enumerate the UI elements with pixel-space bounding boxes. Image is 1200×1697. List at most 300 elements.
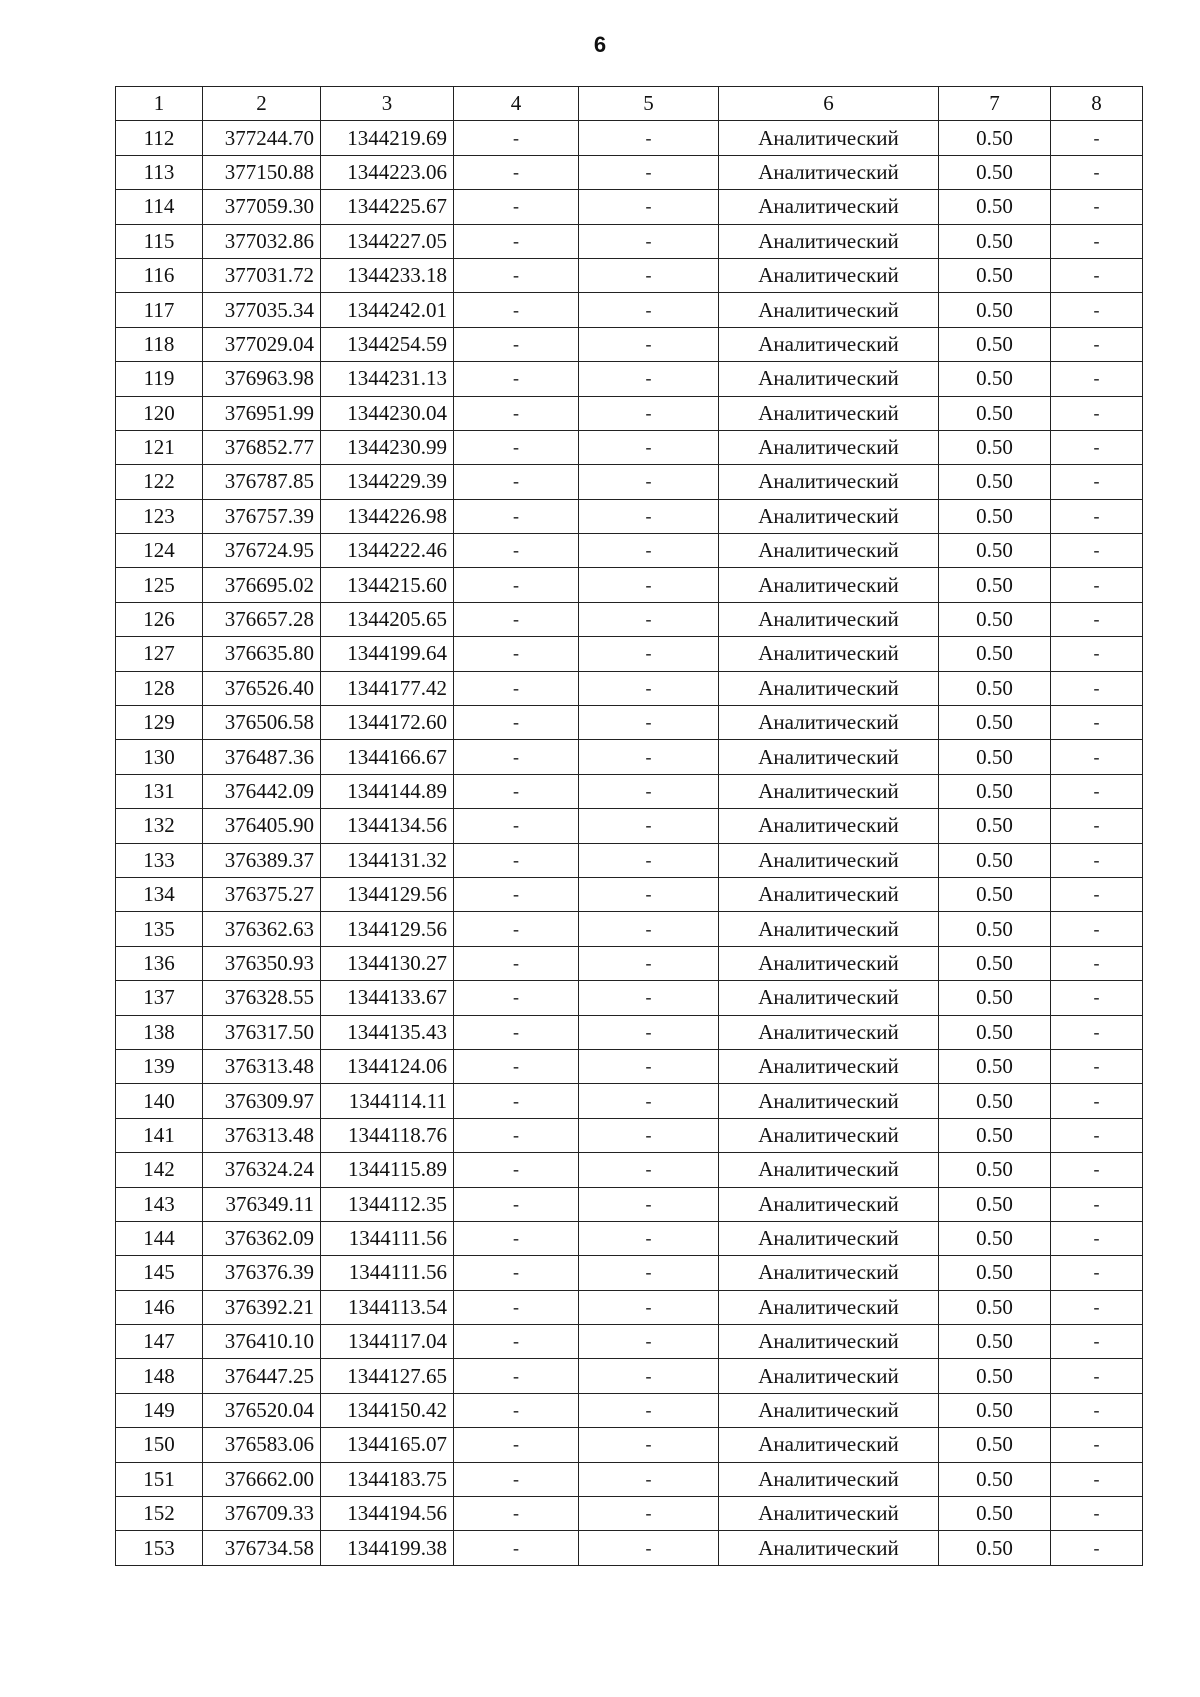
point-number-cell: 143: [116, 1187, 203, 1221]
column-header: 3: [321, 87, 454, 121]
x-coordinate-cell: 377035.34: [203, 293, 321, 327]
accuracy-cell: 0.50: [939, 534, 1051, 568]
accuracy-cell: 0.50: [939, 293, 1051, 327]
method-cell: Аналитический: [719, 1015, 939, 1049]
accuracy-cell: 0.50: [939, 671, 1051, 705]
point-number-cell: 116: [116, 258, 203, 292]
column-8-cell: -: [1051, 224, 1143, 258]
y-coordinate-cell: 1344127.65: [321, 1359, 454, 1393]
table-row: [116, 706, 1143, 740]
column-5-cell: -: [579, 258, 719, 292]
column-5-cell: -: [579, 671, 719, 705]
column-4-cell: -: [454, 1325, 579, 1359]
x-coordinate-cell: 376526.40: [203, 671, 321, 705]
x-coordinate-cell: 377029.04: [203, 327, 321, 361]
point-number-cell: 127: [116, 637, 203, 671]
column-4-cell: -: [454, 534, 579, 568]
accuracy-cell: 0.50: [939, 706, 1051, 740]
column-4-cell: -: [454, 293, 579, 327]
table-row: [116, 362, 1143, 396]
column-8-cell: -: [1051, 671, 1143, 705]
x-coordinate-cell: 376787.85: [203, 465, 321, 499]
x-coordinate-cell: 376389.37: [203, 843, 321, 877]
column-5-cell: -: [579, 224, 719, 258]
x-coordinate-cell: 376362.09: [203, 1221, 321, 1255]
table-row: [116, 499, 1143, 533]
accuracy-cell: 0.50: [939, 1393, 1051, 1427]
table-header-row: [116, 87, 1143, 121]
y-coordinate-cell: 1344115.89: [321, 1153, 454, 1187]
column-4-cell: -: [454, 224, 579, 258]
accuracy-cell: 0.50: [939, 1015, 1051, 1049]
x-coordinate-cell: 376376.39: [203, 1256, 321, 1290]
x-coordinate-cell: 377032.86: [203, 224, 321, 258]
y-coordinate-cell: 1344134.56: [321, 809, 454, 843]
point-number-cell: 145: [116, 1256, 203, 1290]
column-4-cell: -: [454, 1462, 579, 1496]
method-cell: Аналитический: [719, 981, 939, 1015]
table-row: [116, 1084, 1143, 1118]
y-coordinate-cell: 1344225.67: [321, 190, 454, 224]
column-4-cell: -: [454, 843, 579, 877]
column-5-cell: -: [579, 1221, 719, 1255]
accuracy-cell: 0.50: [939, 1153, 1051, 1187]
table-row: [116, 1497, 1143, 1531]
method-cell: Аналитический: [719, 1084, 939, 1118]
column-header: 5: [579, 87, 719, 121]
table-row: [116, 155, 1143, 189]
column-4-cell: -: [454, 809, 579, 843]
column-header: 4: [454, 87, 579, 121]
column-5-cell: -: [579, 1256, 719, 1290]
point-number-cell: 128: [116, 671, 203, 705]
table-row: [116, 568, 1143, 602]
column-8-cell: -: [1051, 1462, 1143, 1496]
column-8-cell: -: [1051, 465, 1143, 499]
column-5-cell: -: [579, 1462, 719, 1496]
method-cell: Аналитический: [719, 774, 939, 808]
x-coordinate-cell: 376709.33: [203, 1497, 321, 1531]
point-number-cell: 132: [116, 809, 203, 843]
method-cell: Аналитический: [719, 499, 939, 533]
method-cell: Аналитический: [719, 155, 939, 189]
column-5-cell: -: [579, 1290, 719, 1324]
column-4-cell: -: [454, 362, 579, 396]
column-8-cell: -: [1051, 362, 1143, 396]
table-row: [116, 1290, 1143, 1324]
x-coordinate-cell: 376317.50: [203, 1015, 321, 1049]
method-cell: Аналитический: [719, 1290, 939, 1324]
y-coordinate-cell: 1344114.11: [321, 1084, 454, 1118]
y-coordinate-cell: 1344113.54: [321, 1290, 454, 1324]
y-coordinate-cell: 1344150.42: [321, 1393, 454, 1427]
accuracy-cell: 0.50: [939, 1290, 1051, 1324]
coordinates-table: [115, 86, 1143, 1566]
point-number-cell: 137: [116, 981, 203, 1015]
column-8-cell: -: [1051, 258, 1143, 292]
column-5-cell: -: [579, 809, 719, 843]
accuracy-cell: 0.50: [939, 843, 1051, 877]
y-coordinate-cell: 1344242.01: [321, 293, 454, 327]
method-cell: Аналитический: [719, 258, 939, 292]
method-cell: Аналитический: [719, 327, 939, 361]
table-row: [116, 1015, 1143, 1049]
point-number-cell: 114: [116, 190, 203, 224]
column-4-cell: -: [454, 396, 579, 430]
accuracy-cell: 0.50: [939, 1497, 1051, 1531]
column-header: 2: [203, 87, 321, 121]
x-coordinate-cell: 376309.97: [203, 1084, 321, 1118]
accuracy-cell: 0.50: [939, 946, 1051, 980]
table-row: [116, 877, 1143, 911]
column-8-cell: -: [1051, 1359, 1143, 1393]
method-cell: Аналитический: [719, 534, 939, 568]
column-4-cell: -: [454, 258, 579, 292]
column-4-cell: -: [454, 1187, 579, 1221]
column-4-cell: -: [454, 465, 579, 499]
y-coordinate-cell: 1344215.60: [321, 568, 454, 602]
y-coordinate-cell: 1344131.32: [321, 843, 454, 877]
x-coordinate-cell: 376349.11: [203, 1187, 321, 1221]
x-coordinate-cell: 376657.28: [203, 602, 321, 636]
method-cell: Аналитический: [719, 121, 939, 155]
point-number-cell: 146: [116, 1290, 203, 1324]
table-row: [116, 1118, 1143, 1152]
y-coordinate-cell: 1344144.89: [321, 774, 454, 808]
method-cell: Аналитический: [719, 293, 939, 327]
column-8-cell: -: [1051, 774, 1143, 808]
method-cell: Аналитический: [719, 809, 939, 843]
column-4-cell: -: [454, 877, 579, 911]
table-row: [116, 1428, 1143, 1462]
y-coordinate-cell: 1344230.04: [321, 396, 454, 430]
method-cell: Аналитический: [719, 1049, 939, 1083]
y-coordinate-cell: 1344226.98: [321, 499, 454, 533]
point-number-cell: 150: [116, 1428, 203, 1462]
point-number-cell: 117: [116, 293, 203, 327]
column-5-cell: -: [579, 396, 719, 430]
y-coordinate-cell: 1344118.76: [321, 1118, 454, 1152]
column-8-cell: -: [1051, 1428, 1143, 1462]
column-header: 8: [1051, 87, 1143, 121]
y-coordinate-cell: 1344172.60: [321, 706, 454, 740]
y-coordinate-cell: 1344111.56: [321, 1256, 454, 1290]
x-coordinate-cell: 376405.90: [203, 809, 321, 843]
table-row: [116, 258, 1143, 292]
column-header: 1: [116, 87, 203, 121]
x-coordinate-cell: 376392.21: [203, 1290, 321, 1324]
accuracy-cell: 0.50: [939, 1049, 1051, 1083]
point-number-cell: 113: [116, 155, 203, 189]
x-coordinate-cell: 376328.55: [203, 981, 321, 1015]
table-row: [116, 121, 1143, 155]
column-5-cell: -: [579, 1428, 719, 1462]
column-8-cell: -: [1051, 981, 1143, 1015]
column-4-cell: -: [454, 1290, 579, 1324]
method-cell: Аналитический: [719, 190, 939, 224]
table-row: [116, 637, 1143, 671]
table-row: [116, 396, 1143, 430]
column-5-cell: -: [579, 1393, 719, 1427]
accuracy-cell: 0.50: [939, 362, 1051, 396]
y-coordinate-cell: 1344124.06: [321, 1049, 454, 1083]
column-5-cell: -: [579, 293, 719, 327]
column-8-cell: -: [1051, 534, 1143, 568]
x-coordinate-cell: 377150.88: [203, 155, 321, 189]
x-coordinate-cell: 376313.48: [203, 1049, 321, 1083]
method-cell: Аналитический: [719, 637, 939, 671]
column-8-cell: -: [1051, 1049, 1143, 1083]
y-coordinate-cell: 1344133.67: [321, 981, 454, 1015]
x-coordinate-cell: 376520.04: [203, 1393, 321, 1427]
column-4-cell: -: [454, 1428, 579, 1462]
column-8-cell: -: [1051, 1290, 1143, 1324]
accuracy-cell: 0.50: [939, 190, 1051, 224]
column-8-cell: -: [1051, 1221, 1143, 1255]
table-row: [116, 946, 1143, 980]
column-5-cell: -: [579, 912, 719, 946]
accuracy-cell: 0.50: [939, 877, 1051, 911]
accuracy-cell: 0.50: [939, 1325, 1051, 1359]
method-cell: Аналитический: [719, 946, 939, 980]
table-row: [116, 1153, 1143, 1187]
x-coordinate-cell: 377031.72: [203, 258, 321, 292]
point-number-cell: 131: [116, 774, 203, 808]
point-number-cell: 152: [116, 1497, 203, 1531]
column-4-cell: -: [454, 1497, 579, 1531]
column-5-cell: -: [579, 774, 719, 808]
column-5-cell: -: [579, 362, 719, 396]
accuracy-cell: 0.50: [939, 774, 1051, 808]
point-number-cell: 151: [116, 1462, 203, 1496]
accuracy-cell: 0.50: [939, 258, 1051, 292]
y-coordinate-cell: 1344135.43: [321, 1015, 454, 1049]
point-number-cell: 148: [116, 1359, 203, 1393]
column-8-cell: -: [1051, 190, 1143, 224]
x-coordinate-cell: 376635.80: [203, 637, 321, 671]
column-5-cell: -: [579, 1187, 719, 1221]
table-row: [116, 774, 1143, 808]
accuracy-cell: 0.50: [939, 1531, 1051, 1565]
column-8-cell: -: [1051, 843, 1143, 877]
table-row: [116, 1256, 1143, 1290]
page-number: 6: [593, 32, 607, 57]
table-row: [116, 190, 1143, 224]
column-header: 7: [939, 87, 1051, 121]
column-8-cell: -: [1051, 809, 1143, 843]
point-number-cell: 133: [116, 843, 203, 877]
accuracy-cell: 0.50: [939, 155, 1051, 189]
y-coordinate-cell: 1344177.42: [321, 671, 454, 705]
accuracy-cell: 0.50: [939, 912, 1051, 946]
point-number-cell: 147: [116, 1325, 203, 1359]
table-row: [116, 1187, 1143, 1221]
y-coordinate-cell: 1344194.56: [321, 1497, 454, 1531]
table-row: [116, 1325, 1143, 1359]
column-5-cell: -: [579, 534, 719, 568]
column-5-cell: -: [579, 155, 719, 189]
method-cell: Аналитический: [719, 430, 939, 464]
column-4-cell: -: [454, 1256, 579, 1290]
method-cell: Аналитический: [719, 602, 939, 636]
method-cell: Аналитический: [719, 1462, 939, 1496]
point-number-cell: 135: [116, 912, 203, 946]
x-coordinate-cell: 376350.93: [203, 946, 321, 980]
accuracy-cell: 0.50: [939, 740, 1051, 774]
y-coordinate-cell: 1344166.67: [321, 740, 454, 774]
point-number-cell: 119: [116, 362, 203, 396]
point-number-cell: 124: [116, 534, 203, 568]
y-coordinate-cell: 1344233.18: [321, 258, 454, 292]
column-4-cell: -: [454, 1359, 579, 1393]
y-coordinate-cell: 1344199.64: [321, 637, 454, 671]
column-8-cell: -: [1051, 1531, 1143, 1565]
column-5-cell: -: [579, 121, 719, 155]
column-8-cell: -: [1051, 1015, 1143, 1049]
accuracy-cell: 0.50: [939, 568, 1051, 602]
table-row: [116, 1393, 1143, 1427]
column-8-cell: -: [1051, 1153, 1143, 1187]
column-8-cell: -: [1051, 637, 1143, 671]
accuracy-cell: 0.50: [939, 1359, 1051, 1393]
method-cell: Аналитический: [719, 1153, 939, 1187]
table-row: [116, 465, 1143, 499]
accuracy-cell: 0.50: [939, 1256, 1051, 1290]
column-4-cell: -: [454, 1015, 579, 1049]
column-8-cell: -: [1051, 568, 1143, 602]
x-coordinate-cell: 376362.63: [203, 912, 321, 946]
x-coordinate-cell: 376951.99: [203, 396, 321, 430]
table-row: [116, 1359, 1143, 1393]
method-cell: Аналитический: [719, 706, 939, 740]
column-4-cell: -: [454, 155, 579, 189]
x-coordinate-cell: 376724.95: [203, 534, 321, 568]
point-number-cell: 112: [116, 121, 203, 155]
x-coordinate-cell: 376442.09: [203, 774, 321, 808]
table-row: [116, 1531, 1143, 1565]
y-coordinate-cell: 1344129.56: [321, 877, 454, 911]
accuracy-cell: 0.50: [939, 637, 1051, 671]
column-header: 6: [719, 87, 939, 121]
method-cell: Аналитический: [719, 1221, 939, 1255]
method-cell: Аналитический: [719, 362, 939, 396]
column-8-cell: -: [1051, 155, 1143, 189]
column-5-cell: -: [579, 981, 719, 1015]
table-body: [116, 121, 1143, 1565]
column-5-cell: -: [579, 1531, 719, 1565]
column-4-cell: -: [454, 1118, 579, 1152]
accuracy-cell: 0.50: [939, 499, 1051, 533]
table-row: [116, 809, 1143, 843]
y-coordinate-cell: 1344223.06: [321, 155, 454, 189]
y-coordinate-cell: 1344111.56: [321, 1221, 454, 1255]
column-8-cell: -: [1051, 706, 1143, 740]
column-5-cell: -: [579, 190, 719, 224]
accuracy-cell: 0.50: [939, 1462, 1051, 1496]
table-row: [116, 293, 1143, 327]
method-cell: Аналитический: [719, 740, 939, 774]
x-coordinate-cell: 376313.48: [203, 1118, 321, 1152]
column-5-cell: -: [579, 327, 719, 361]
table-row: [116, 430, 1143, 464]
column-4-cell: -: [454, 637, 579, 671]
method-cell: Аналитический: [719, 1359, 939, 1393]
x-coordinate-cell: 376410.10: [203, 1325, 321, 1359]
column-8-cell: -: [1051, 1118, 1143, 1152]
table-row: [116, 740, 1143, 774]
column-4-cell: -: [454, 1153, 579, 1187]
accuracy-cell: 0.50: [939, 1428, 1051, 1462]
point-number-cell: 136: [116, 946, 203, 980]
column-5-cell: -: [579, 1497, 719, 1531]
x-coordinate-cell: 376757.39: [203, 499, 321, 533]
column-5-cell: -: [579, 465, 719, 499]
column-4-cell: -: [454, 740, 579, 774]
point-number-cell: 144: [116, 1221, 203, 1255]
method-cell: Аналитический: [719, 877, 939, 911]
point-number-cell: 120: [116, 396, 203, 430]
column-8-cell: -: [1051, 396, 1143, 430]
column-4-cell: -: [454, 706, 579, 740]
point-number-cell: 129: [116, 706, 203, 740]
method-cell: Аналитический: [719, 843, 939, 877]
column-8-cell: -: [1051, 327, 1143, 361]
table-row: [116, 224, 1143, 258]
point-number-cell: 122: [116, 465, 203, 499]
x-coordinate-cell: 377244.70: [203, 121, 321, 155]
column-8-cell: -: [1051, 430, 1143, 464]
y-coordinate-cell: 1344117.04: [321, 1325, 454, 1359]
column-5-cell: -: [579, 499, 719, 533]
y-coordinate-cell: 1344205.65: [321, 602, 454, 636]
column-4-cell: -: [454, 1084, 579, 1118]
accuracy-cell: 0.50: [939, 396, 1051, 430]
column-5-cell: -: [579, 1359, 719, 1393]
y-coordinate-cell: 1344230.99: [321, 430, 454, 464]
column-4-cell: -: [454, 568, 579, 602]
table-row: [116, 671, 1143, 705]
accuracy-cell: 0.50: [939, 121, 1051, 155]
column-8-cell: -: [1051, 1325, 1143, 1359]
method-cell: Аналитический: [719, 465, 939, 499]
column-4-cell: -: [454, 946, 579, 980]
column-8-cell: -: [1051, 1187, 1143, 1221]
accuracy-cell: 0.50: [939, 224, 1051, 258]
x-coordinate-cell: 376375.27: [203, 877, 321, 911]
table-row: [116, 534, 1143, 568]
column-5-cell: -: [579, 740, 719, 774]
y-coordinate-cell: 1344229.39: [321, 465, 454, 499]
x-coordinate-cell: 376506.58: [203, 706, 321, 740]
column-5-cell: -: [579, 946, 719, 980]
accuracy-cell: 0.50: [939, 1084, 1051, 1118]
column-5-cell: -: [579, 1015, 719, 1049]
column-8-cell: -: [1051, 499, 1143, 533]
point-number-cell: 115: [116, 224, 203, 258]
column-8-cell: -: [1051, 946, 1143, 980]
method-cell: Аналитический: [719, 1428, 939, 1462]
column-8-cell: -: [1051, 877, 1143, 911]
column-8-cell: -: [1051, 1393, 1143, 1427]
method-cell: Аналитический: [719, 1531, 939, 1565]
column-4-cell: -: [454, 774, 579, 808]
column-4-cell: -: [454, 602, 579, 636]
method-cell: Аналитический: [719, 1187, 939, 1221]
method-cell: Аналитический: [719, 1393, 939, 1427]
point-number-cell: 123: [116, 499, 203, 533]
column-5-cell: -: [579, 1118, 719, 1152]
table-row: [116, 1049, 1143, 1083]
